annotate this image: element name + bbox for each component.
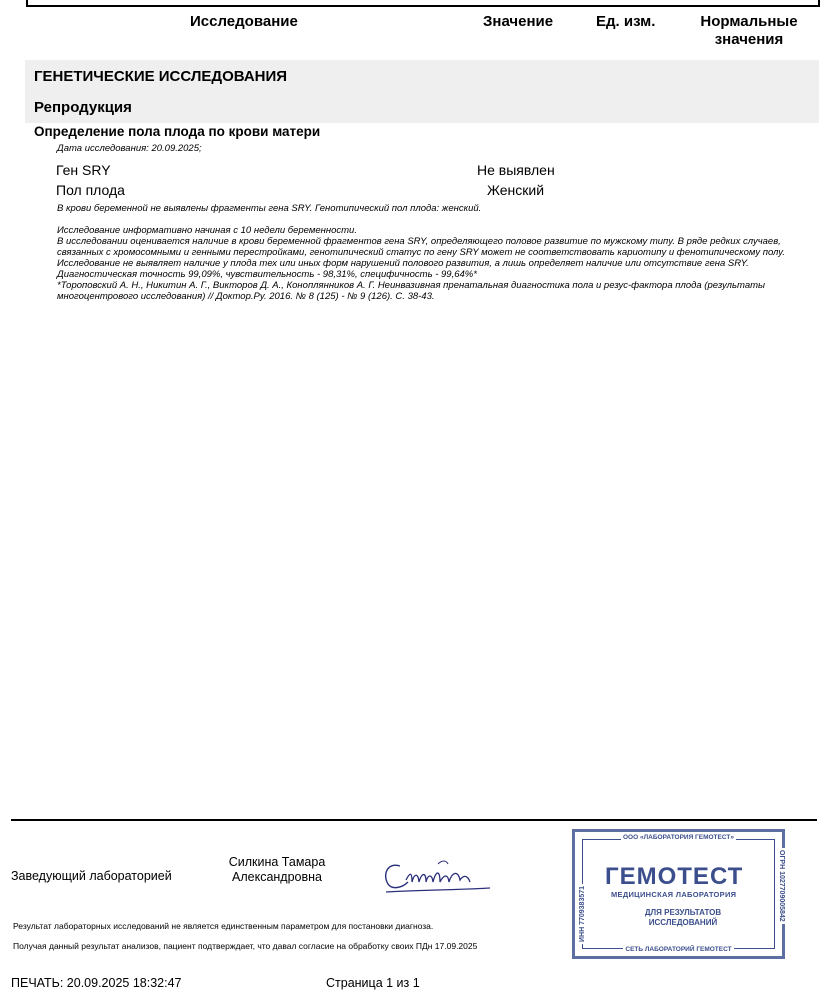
stamp-top-text: ООО «ЛАБОРАТОРИЯ ГЕМОТЕСТ» xyxy=(623,834,734,841)
signer-name: Силкина Тамара Александровна xyxy=(228,855,326,884)
test-date: Дата исследования: 20.09.2025; xyxy=(57,143,202,154)
note: *Тороповский А. Н., Никитин А. Г., Викторов Д. А., Коноплянников А. Г. Неинвазивная пренатальная диагностика пола и резус-фактора плода (результаты многоцентрового исследования) // Доктор.Ру. 2016. № 8 (125) - № 9 (126). С. 38-43. xyxy=(57,280,766,302)
print-timestamp: ПЕЧАТЬ: 20.09.2025 18:32:47 xyxy=(11,976,182,990)
laboratory-stamp xyxy=(572,829,785,959)
section-band xyxy=(25,60,819,92)
subsection-title: Репродукция xyxy=(34,99,132,116)
header-value: Значение xyxy=(483,13,554,30)
subsection-band xyxy=(25,92,819,123)
stamp-middle-text: ДЛЯ РЕЗУЛЬТАТОВ ИССЛЕДОВАНИЙ xyxy=(644,908,722,927)
header-normal: Нормальные значения xyxy=(700,13,798,48)
test-notes xyxy=(57,225,817,302)
header-unit: Ед. изм. xyxy=(596,13,656,30)
section-title: ГЕНЕТИЧЕСКИЕ ИССЛЕДОВАНИЯ xyxy=(34,68,288,85)
result-value: Не выявлен xyxy=(477,162,555,178)
result-value: Женский xyxy=(487,182,545,198)
disclaimer-text: Результат лабораторных исследований не является единственным параметром для постановки диагноза. xyxy=(13,921,434,931)
stamp-ogrn: ОГРН 1027709005842 xyxy=(778,850,785,922)
result-name: Пол плода xyxy=(56,182,125,198)
result-name: Ген SRY xyxy=(56,162,111,178)
stamp-subtitle: МЕДИЦИНСКАЯ ЛАБОРАТОРИЯ xyxy=(611,890,737,899)
signature-image xyxy=(378,852,493,897)
header-study: Исследование xyxy=(190,13,298,30)
note: Диагностическая точность 99,09%, чувствительность - 98,31%, специфичность - 99,64%* xyxy=(57,269,477,280)
stamp-brand: ГЕМОТЕСТ xyxy=(605,863,744,890)
stamp-frame xyxy=(582,834,775,953)
signer-role: Заведующий лабораторией xyxy=(11,869,172,883)
footer-divider xyxy=(11,819,817,821)
note: Исследование не выявляет наличие у плода тех или иных форм нарушений полового развития, а лишь определяет наличие или отсутствие гена SRY. xyxy=(57,258,749,269)
diagnosis-box xyxy=(26,0,820,7)
note: В исследовании оценивается наличие в крови беременной фрагментов гена SRY, определяющего половое развитие по мужскому типу. В ряде редких случаев, связанных с хромосомными и генными перестройками, генотипический статус по гену SRY может не соответствовать кариотипу и фенотипическому полу. xyxy=(57,236,786,258)
stamp-bottom-text: СЕТЬ ЛАБОРАТОРИЙ ГЕМОТЕСТ xyxy=(625,946,732,953)
test-title: Определение пола плода по крови матери xyxy=(34,124,321,139)
consent-text: Получая данный результат анализов, пациент подтверждает, что давал согласие на обработку своих ПДн 17.09.2025 xyxy=(13,941,478,951)
test-conclusion: В крови беременной не выявлены фрагменты гена SRY. Генотипический пол плода: женский. xyxy=(57,203,482,214)
note: Исследование информативно начиная с 10 недели беременности. xyxy=(57,225,357,236)
stamp-inn: ИНН 7709383571 xyxy=(579,885,586,942)
page-number: Страница 1 из 1 xyxy=(326,976,420,990)
